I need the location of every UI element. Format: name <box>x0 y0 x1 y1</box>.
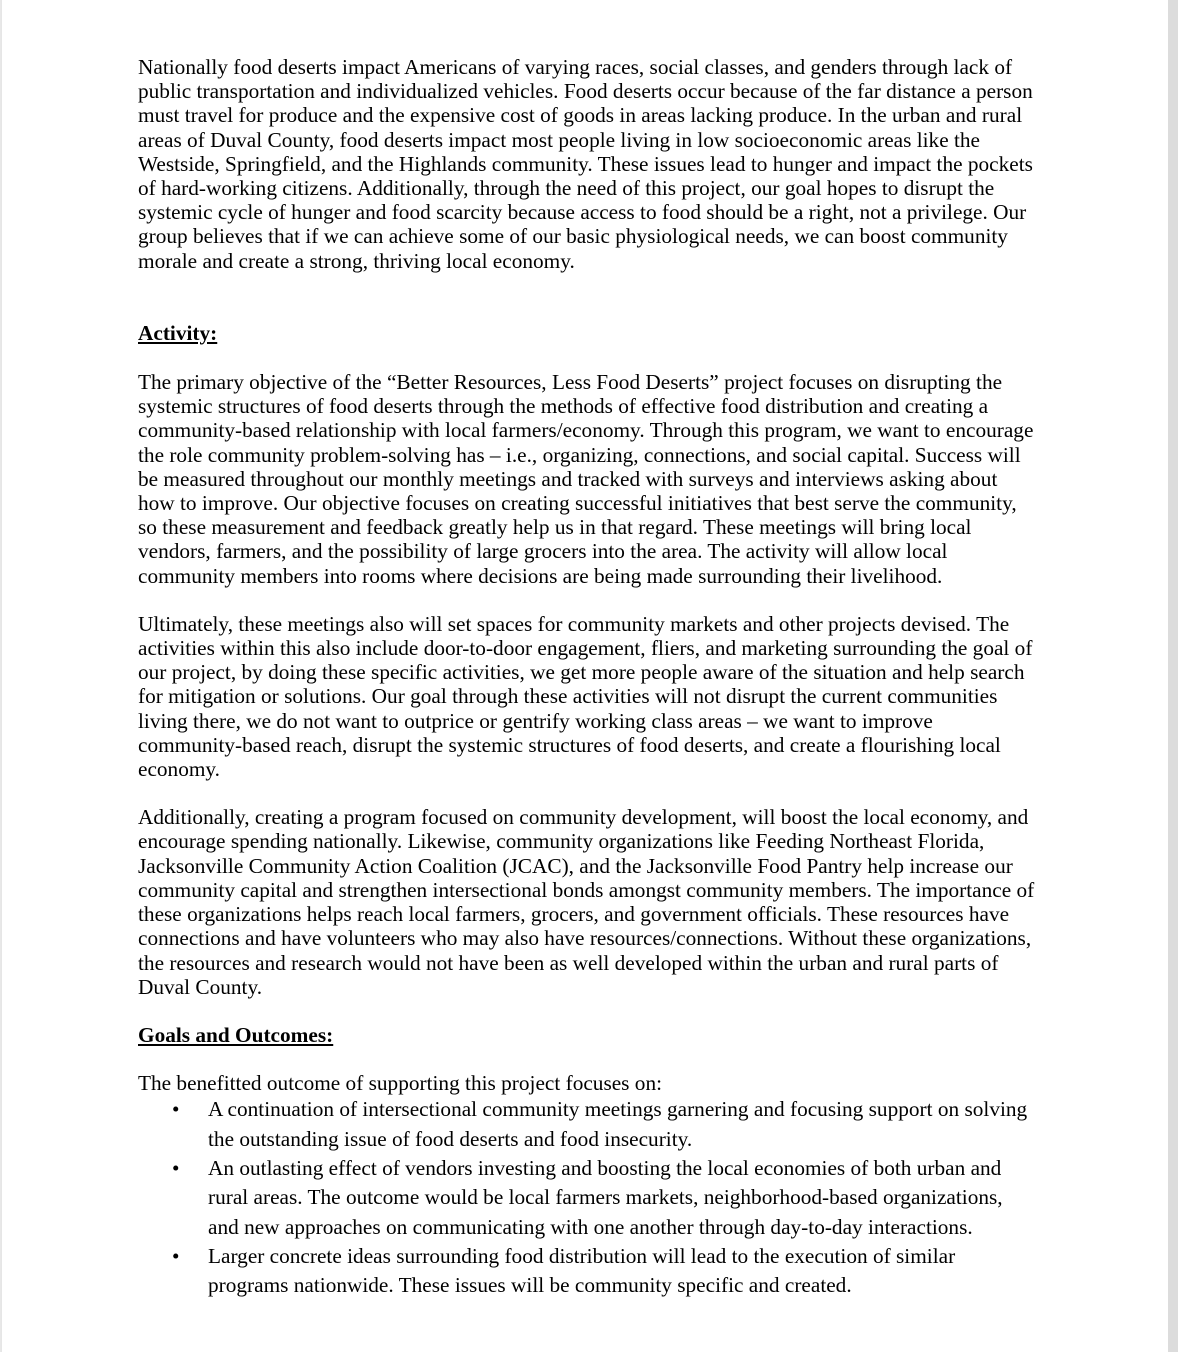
goals-heading: Goals and Outcomes: <box>138 1022 334 1047</box>
document-page <box>2 0 1168 1352</box>
page-edge-scroll-area[interactable] <box>1168 0 1178 1352</box>
activity-paragraph-2: Ultimately, these meetings also will set spaces for community markets and other projects devised. The activities within this also include door-to-door engagement, fliers, and marketing surrounding the goal of our project, by doing these specific activities, we get more people aware of the situation and help search for mitigation or solutions. Our goal through these activities will not disrupt the current communities living there, we do not want to outprice or gentrify working class areas – we want to improve community-based reach, disrupt the systemic structures of food deserts, and create a flourishing local economy. <box>138 611 1033 782</box>
bullet-icon: • <box>172 1097 180 1122</box>
list-item-text: A continuation of intersectional community meetings garnering and focusing support on solving the outstanding issue of food deserts and food insecurity. <box>208 1097 1028 1151</box>
bullet-icon: • <box>172 1243 180 1268</box>
list-item-text: An outlasting effect of vendors investing and boosting the local economies of both urban and rural areas. The outcome would be local farmers markets, neighborhood-based organizations, and new approaches on communicating with one another through day-to-day interactions. <box>208 1155 1003 1239</box>
list-item <box>138 1242 1038 1301</box>
document-body <box>138 55 1038 1300</box>
activity-paragraph-3: Additionally, creating a program focused on community development, will boost the local economy, and encourage spending nationally. Likewise, community organizations like Feeding Northeast Florida, Jacksonville Community Action Coalition (JCAC), and the Jacksonville Food Pantry help increase our community capital and strengthen intersectional bonds amongst community members. The importance of these organizations helps reach local farmers, grocers, and government officials. These resources have connections and have volunteers who may also have resources/connections. Without these organizations, the resources and research would not have been as well developed within the urban and rural parts of Duval County. <box>138 805 1035 999</box>
goals-intro: The benefitted outcome of supporting this project focuses on: <box>138 1071 663 1096</box>
goals-list <box>138 1095 1038 1300</box>
list-item <box>138 1154 1038 1242</box>
intro-paragraph: Nationally food deserts impact Americans of varying races, social classes, and genders through lack of public transportation and individualized vehicles. Food deserts occur because of the far distance a person must travel for produce and the expensive cost of goods in areas lacking produce. In the urban and rural areas of Duval County, food deserts impact most people living in low socioeconomic areas like the Westside, Springfield, and the Highlands community. These issues lead to hunger and impact the pockets of hard-working citizens. Additionally, through the need of this project, our goal hopes to disrupt the systemic cycle of hunger and food scarcity because access to food should be a right, not a privilege. Our group believes that if we can achieve some of our basic physiological needs, we can boost community morale and create a strong, thriving local economy. <box>138 55 1033 273</box>
list-item <box>138 1095 1038 1154</box>
activity-paragraph-1: The primary objective of the “Better Resources, Less Food Deserts” project focuses on disrupting the systemic structures of food deserts through the methods of effective food distribution and creating a community-based relationship with local farmers/economy. Through this program, we want to encourage the role community problem-solving has – i.e., organizing, connections, and social capital. Success will be measured throughout our monthly meetings and tracked with surveys and interviews asking about how to improve. Our objective focuses on creating successful initiatives that best serve the community, so these measurement and feedback greatly help us in that regard. These meetings will bring local vendors, farmers, and the possibility of large grocers into the area. The activity will allow local community members into rooms where decisions are being made surrounding their livelihood. <box>138 370 1034 588</box>
bullet-icon: • <box>172 1155 180 1180</box>
list-item-text: Larger concrete ideas surrounding food distribution will lead to the execution of similar programs nationwide. These issues will be community specific and created. <box>208 1243 956 1298</box>
activity-heading: Activity: <box>138 320 218 345</box>
